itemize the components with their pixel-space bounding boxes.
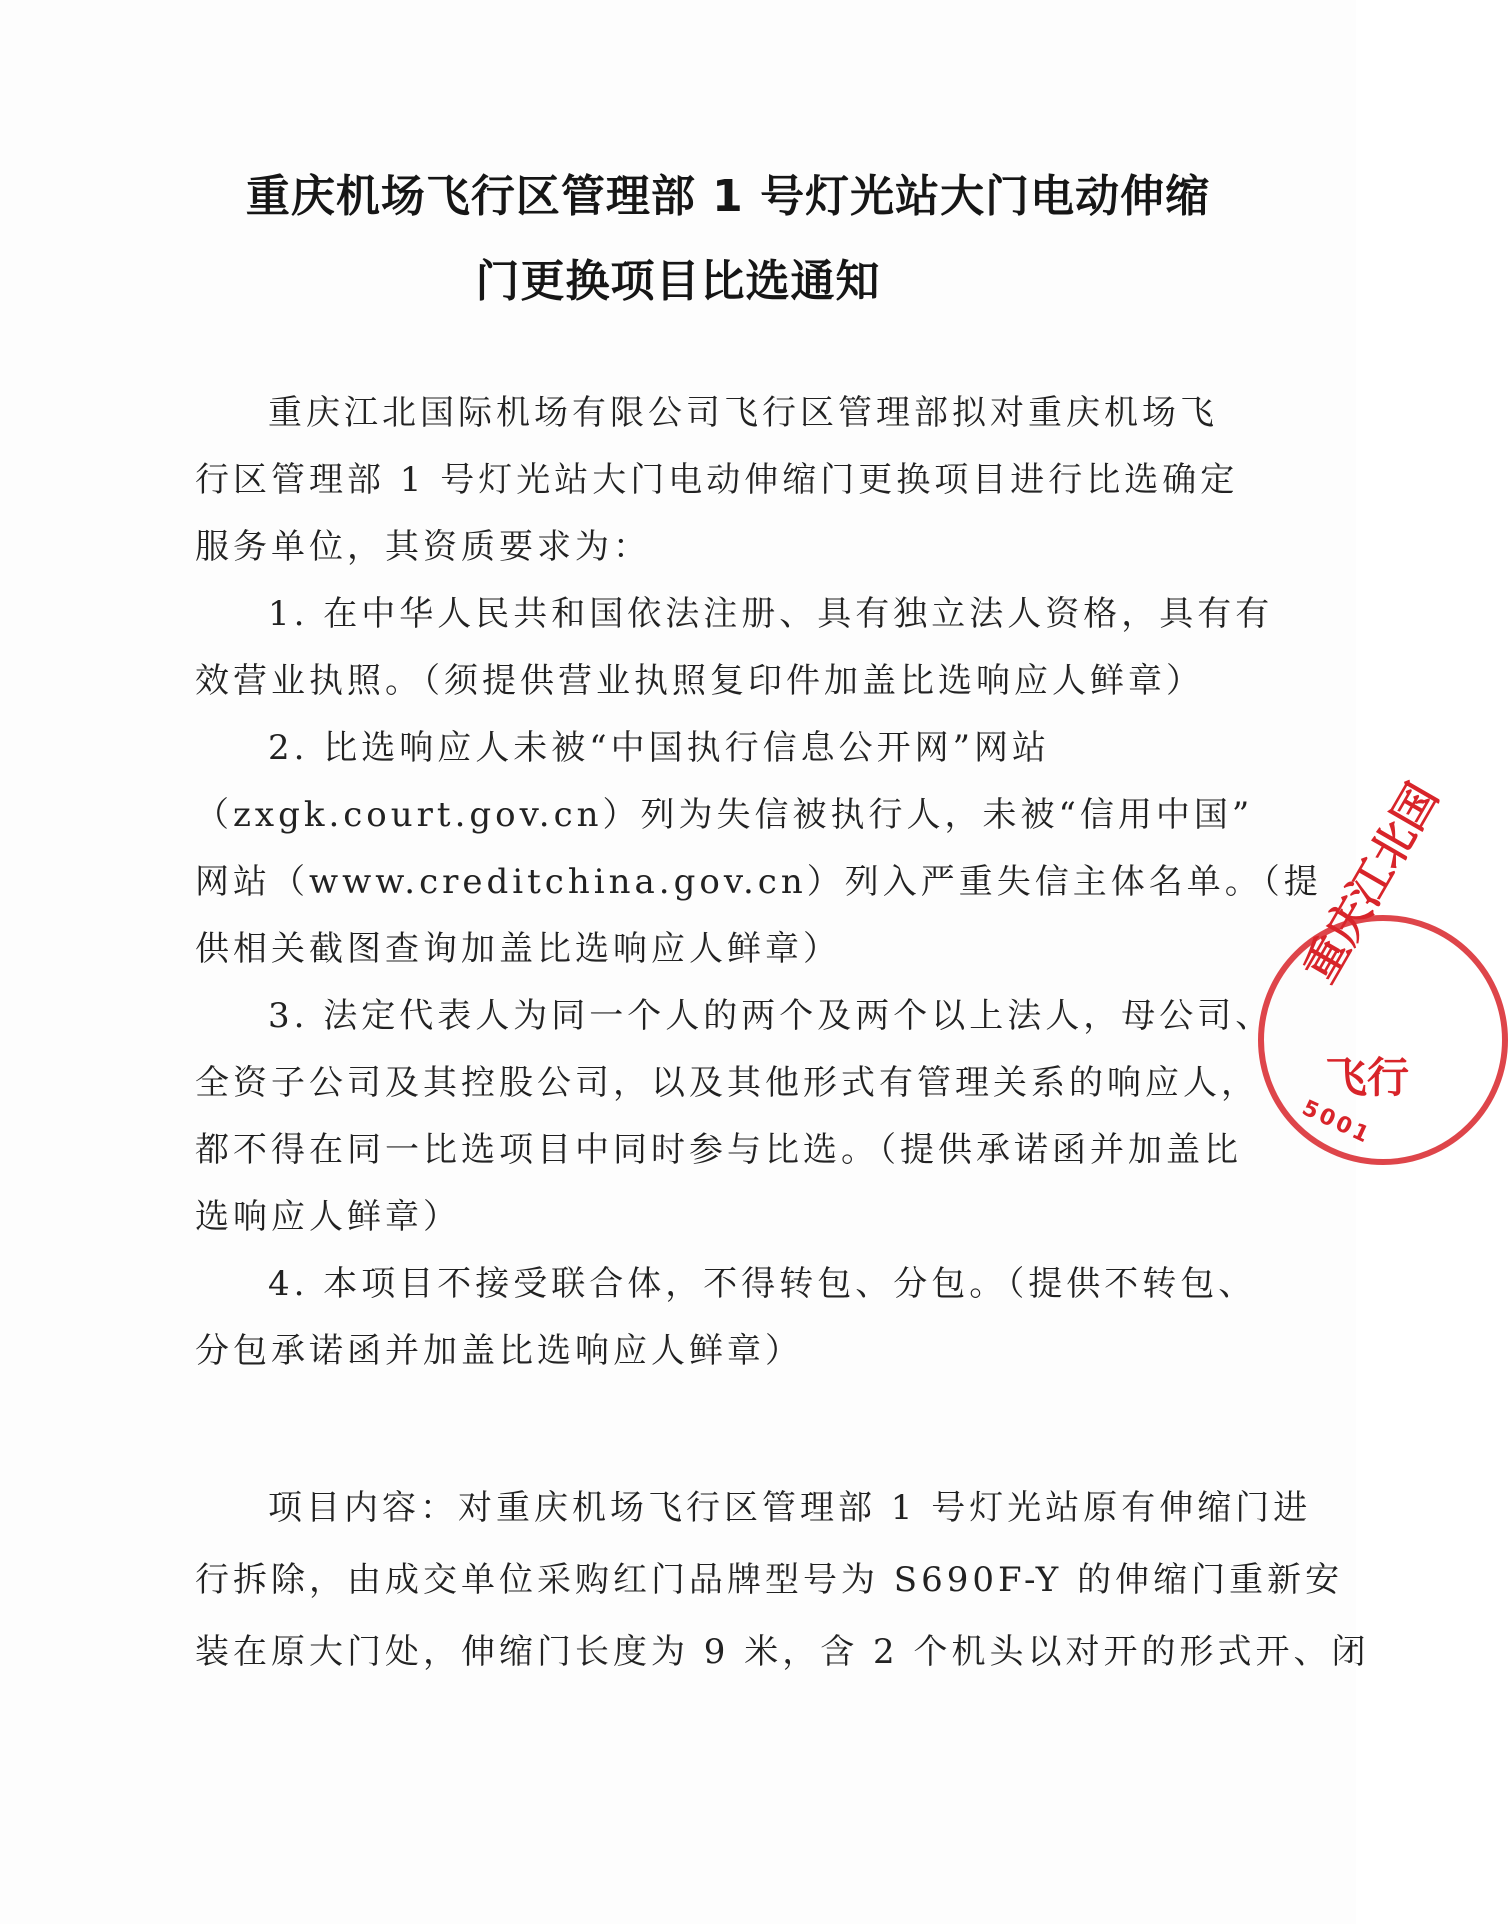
document-title-line-1: 重庆机场飞行区管理部 1 号灯光站大门电动伸缩 <box>245 171 1211 222</box>
intro-line-1: 重庆江北国际机场有限公司飞行区管理部拟对重庆机场飞 <box>268 393 1218 433</box>
intro-line-3: 服务单位，其资质要求为： <box>195 527 651 567</box>
seal-center-text: 飞行 <box>1325 1053 1410 1102</box>
requirement-4-line-2: 分包承诺函并加盖比选响应人鲜章） <box>195 1331 803 1371</box>
requirement-3-line-2: 全资子公司及其控股公司，以及其他形式有管理关系的响应人， <box>195 1063 1259 1103</box>
requirement-1-line-2: 效营业执照。（须提供营业执照复印件加盖比选响应人鲜章） <box>195 661 1204 701</box>
requirement-3-line-1: 3. 法定代表人为同一个人的两个及两个以上法人，母公司、 <box>268 996 1274 1036</box>
requirement-2-line-4: 供相关截图查询加盖比选响应人鲜章） <box>195 929 841 969</box>
requirement-3-line-4: 选响应人鲜章） <box>195 1197 461 1237</box>
seal-arc-text: 重庆江北国 <box>1294 774 1449 991</box>
requirement-2-line-2: （zxgk.court.gov.cn）列为失信被执行人，未被“信用中国” <box>195 795 1254 835</box>
project-line-3: 装在原大门处，伸缩门长度为 9 米，含 2 个机头以对开的形式开、闭 <box>195 1632 1370 1672</box>
project-line-2: 行拆除，由成交单位采购红门品牌型号为 S690F-Y 的伸缩门重新安 <box>195 1560 1344 1600</box>
intro-line-2: 行区管理部 1 号灯光站大门电动伸缩门更换项目进行比选确定 <box>195 460 1239 500</box>
document-title-line-2: 门更换项目比选通知 <box>475 256 881 307</box>
project-line-1: 项目内容：对重庆机场飞行区管理部 1 号灯光站原有伸缩门进 <box>268 1488 1312 1528</box>
requirement-1-line-1: 1. 在中华人民共和国依法注册、具有独立法人资格，具有有 <box>268 594 1274 634</box>
requirement-2-line-3: 网站（www.creditchina.gov.cn）列入严重失信主体名单。（提 <box>195 862 1322 902</box>
seal-code-text: 5001 <box>1298 1095 1376 1150</box>
requirement-4-line-1: 4. 本项目不接受联合体，不得转包、分包。（提供不转包、 <box>268 1264 1257 1304</box>
requirement-2-line-1: 2. 比选响应人未被“中国执行信息公开网”网站 <box>268 728 1051 768</box>
requirement-3-line-3: 都不得在同一比选项目中同时参与比选。（提供承诺函并加盖比 <box>195 1130 1242 1170</box>
